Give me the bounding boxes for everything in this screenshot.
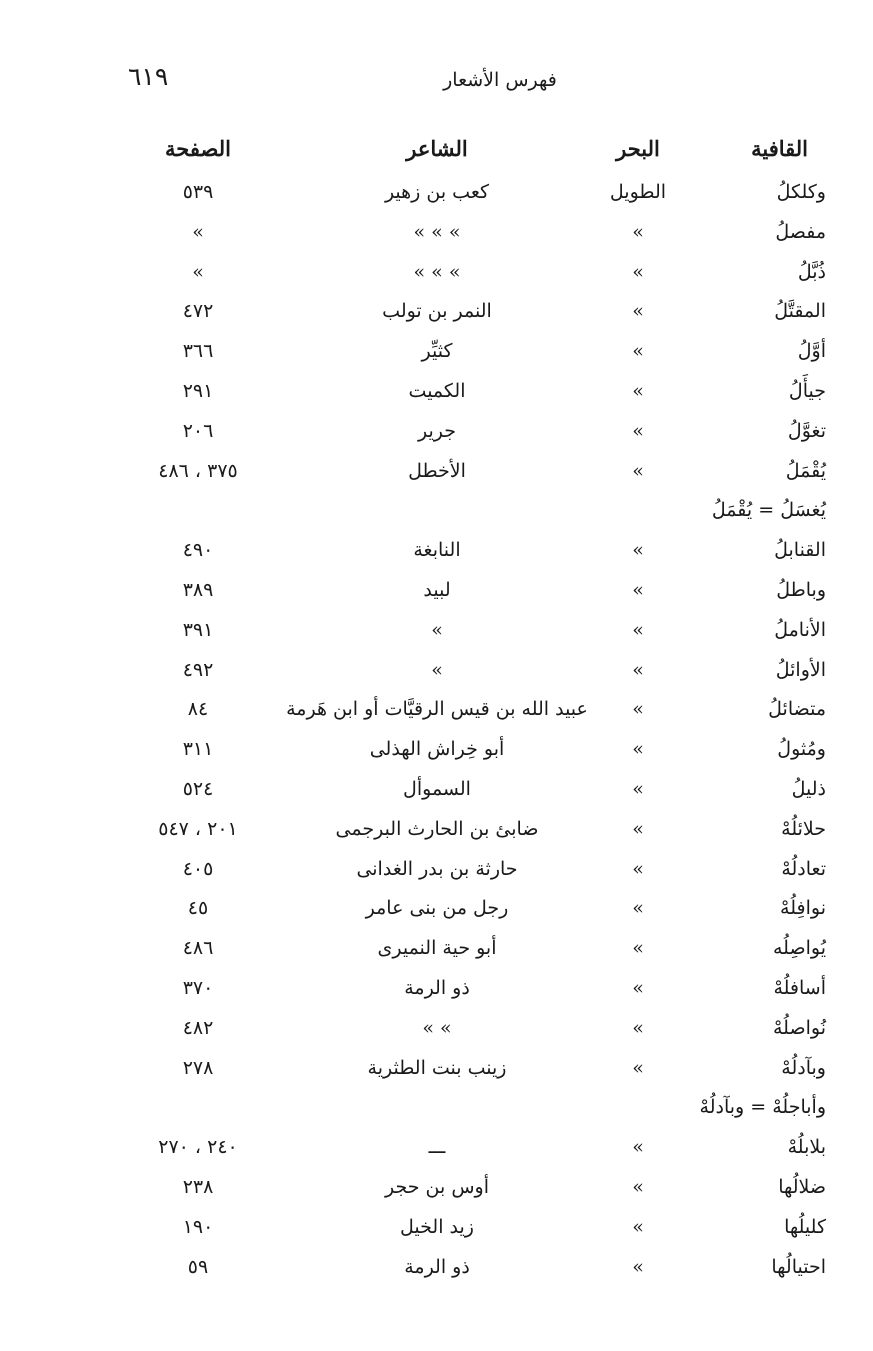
rhyme-cell: وكلكلُ xyxy=(776,181,826,203)
meter-cell: » xyxy=(632,818,644,840)
page-ref-cell: ٣٦٦ xyxy=(182,340,214,362)
poet-cell: » » » xyxy=(413,261,461,283)
rhyme-cell: متضائلُ xyxy=(768,698,826,720)
rhyme-cell: نُواصلُهْ xyxy=(773,1017,826,1039)
poet-cell: أبو خِراش الهذلى xyxy=(369,738,505,760)
rhyme-cell: تعادلُهْ xyxy=(781,858,826,880)
meter-cell: » xyxy=(632,937,644,959)
header-poet: الشاعر xyxy=(406,136,468,161)
page-ref-cell: ٤٩٠ xyxy=(182,539,214,561)
page-ref-cell: » xyxy=(192,221,204,243)
header-page: الصفحة xyxy=(165,136,231,161)
meter-cell: » xyxy=(632,261,644,283)
poet-cell: حارثة بن بدر الغدانى xyxy=(356,858,518,880)
poet-cell: الأخطل xyxy=(408,460,466,482)
rhyme-cell: ضلالُها xyxy=(778,1176,826,1198)
poet-cell: زيد الخيل xyxy=(400,1216,474,1238)
meter-cell: » xyxy=(632,300,644,322)
page-ref-cell: ٢٣٨ xyxy=(182,1176,214,1198)
poet-cell: أوس بن حجر xyxy=(385,1176,489,1198)
poet-cell: » xyxy=(431,659,443,681)
poet-cell: لبيد xyxy=(423,579,451,601)
header-rhyme: القافية xyxy=(751,136,808,161)
rhyme-cell: مفصلُ xyxy=(775,221,826,243)
meter-cell: » xyxy=(632,778,644,800)
page-ref-cell: ٢٠٦ xyxy=(182,420,214,442)
page-ref-cell: ٢٧٨ xyxy=(182,1057,214,1079)
rhyme-cell: أوَّلُ xyxy=(797,340,826,362)
poet-cell: ضابئ بن الحارث البرجمى xyxy=(335,818,539,840)
page-number: ٦١٩ xyxy=(128,62,169,91)
page-ref-cell: ٥٢٤ xyxy=(182,778,214,800)
page-ref-cell: ٣٧٥ ، ٤٨٦ xyxy=(158,460,238,482)
page-ref-cell: ٢٠١ ، ٥٤٧ xyxy=(158,818,238,840)
poet-cell: النمر بن تولب xyxy=(382,300,492,322)
meter-cell: » xyxy=(632,1136,644,1158)
page-ref-cell: ٢٤٠ ، ٢٧٠ xyxy=(158,1136,238,1158)
poet-cell: جرير xyxy=(418,420,456,442)
meter-cell: » xyxy=(632,1176,644,1198)
rhyme-cell: ذُبَّلُ xyxy=(797,261,826,283)
meter-cell: » xyxy=(632,380,644,402)
page-ref-cell: ٤٩٢ xyxy=(182,659,214,681)
poet-cell: » » » xyxy=(413,221,461,243)
meter-cell: » xyxy=(632,698,644,720)
rhyme-cell: كليلُها xyxy=(784,1216,826,1238)
poet-cell: رجل من بنى عامر xyxy=(365,897,509,919)
meter-cell: » xyxy=(632,221,644,243)
poet-cell: عبيد الله بن قيس الرقيَّات أو ابن هَرمة xyxy=(286,698,588,720)
header-meter: البحر xyxy=(616,136,660,161)
poet-cell: كعب بن زهير xyxy=(384,181,490,203)
rhyme-cell: يُواصِلُه xyxy=(773,937,826,959)
meter-cell: » xyxy=(632,977,644,999)
rhyme-cell: تغوَّلُ xyxy=(787,420,826,442)
meter-cell: » xyxy=(632,738,644,760)
rhyme-cell: القنابلُ xyxy=(774,539,826,561)
meter-cell: » xyxy=(632,897,644,919)
rhyme-cell: حلائلُهْ xyxy=(781,818,826,840)
rhyme-cell: نوافِلُهْ xyxy=(780,897,826,919)
meter-cell: » xyxy=(632,460,644,482)
page-ref-cell: ٢٩١ xyxy=(182,380,214,402)
poet-cell: » xyxy=(431,619,443,641)
poet-cell: أبو حية النميرى xyxy=(377,937,497,959)
page-ref-cell: ٤٨٦ xyxy=(182,937,214,959)
rhyme-cell: أسافلُهْ xyxy=(773,977,826,999)
rhyme-cell: ذليلُ xyxy=(791,778,826,800)
page-ref-cell: ٤٥ xyxy=(187,897,209,919)
poet-cell: » » xyxy=(422,1017,452,1039)
rhyme-cell: الأناملُ xyxy=(774,619,826,641)
rhyme-cell: وبآدلُهْ xyxy=(781,1057,826,1079)
rhyme-cell: بلابلُهْ xyxy=(787,1136,826,1158)
rhyme-cell: جيأَلُ xyxy=(788,380,826,402)
meter-cell: الطويل xyxy=(609,181,667,203)
meter-cell: » xyxy=(632,420,644,442)
poet-cell: السموأل xyxy=(403,778,471,800)
rhyme-cell: احتيالُها xyxy=(771,1256,826,1278)
poet-cell: ـــ xyxy=(428,1136,446,1158)
running-title-text: فهرس الأشعار xyxy=(443,69,557,91)
poet-cell: ذو الرمة xyxy=(404,1256,470,1278)
rhyme-cell: يُقْمَلُ xyxy=(785,460,826,482)
page-ref-cell: ٣٧٠ xyxy=(182,977,214,999)
meter-cell: » xyxy=(632,858,644,880)
page-ref-cell: ١٩٠ xyxy=(182,1216,214,1238)
page-ref-cell: ٣٨٩ xyxy=(182,579,214,601)
poet-cell: زينب بنت الطثرية xyxy=(367,1057,507,1079)
meter-cell: » xyxy=(632,1216,644,1238)
meter-cell: » xyxy=(632,1256,644,1278)
page-ref-cell: ٨٤ xyxy=(187,698,209,720)
page-ref-cell: ٤٨٢ xyxy=(182,1017,214,1039)
meter-cell: » xyxy=(632,1017,644,1039)
page-ref-cell: ٤٠٥ xyxy=(182,858,214,880)
meter-cell: » xyxy=(632,1057,644,1079)
meter-cell: » xyxy=(632,539,644,561)
page-ref-cell: » xyxy=(192,261,204,283)
cross-reference: يُغسَلُ = يُقْمَلُ xyxy=(711,499,826,521)
meter-cell: » xyxy=(632,340,644,362)
page-ref-cell: ٣٩١ xyxy=(182,619,214,641)
page-ref-cell: ٤٧٢ xyxy=(182,300,214,322)
poet-cell: الكميت xyxy=(408,380,466,402)
meter-cell: » xyxy=(632,619,644,641)
rhyme-cell: ومُثولُ xyxy=(777,738,826,760)
poet-cell: ذو الرمة xyxy=(404,977,470,999)
page-ref-cell: ٥٩ xyxy=(187,1256,209,1278)
page-ref-cell: ٣١١ xyxy=(182,738,214,760)
rhyme-cell: وباطلُ xyxy=(776,579,826,601)
rhyme-cell: المقتَّلُ xyxy=(774,300,826,322)
poet-cell: كثيِّر xyxy=(421,340,453,362)
rhyme-cell: الأوائلُ xyxy=(775,659,826,681)
meter-cell: » xyxy=(632,579,644,601)
meter-cell: » xyxy=(632,659,644,681)
cross-reference: وأباجلُهْ = وبآدلُهْ xyxy=(699,1096,826,1118)
page-ref-cell: ٥٣٩ xyxy=(182,181,214,203)
poet-cell: النابغة xyxy=(413,539,461,561)
